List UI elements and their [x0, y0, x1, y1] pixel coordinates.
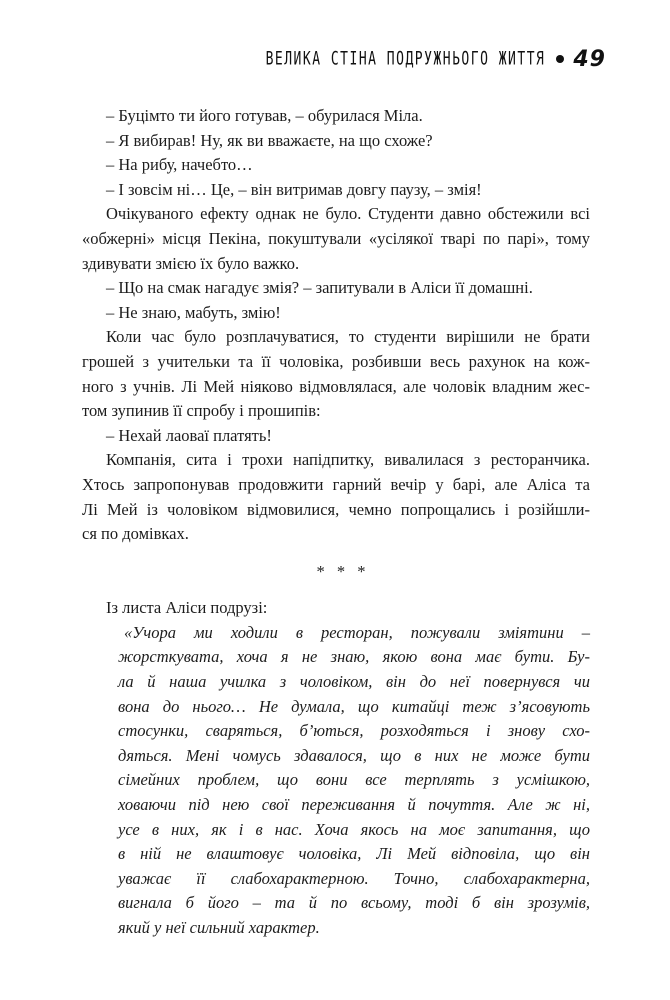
section-separator: * * * — [316, 561, 370, 581]
paragraph-line: Компанія, сита і трохи напідпитку, вивалилася з ресторанчика. — [106, 450, 590, 470]
letter-line: дяться. Мені чомусь здавалося, що в них не може бути — [118, 745, 590, 765]
letter-line: жорсткувата, хоча я не знаю, якою вона має бути. Бу- — [118, 647, 590, 667]
letter-intro: Із листа Аліси подрузі: — [106, 598, 268, 618]
paragraph-line: здивувати змією їх було важко. — [82, 253, 300, 273]
letter-line: ховаючи під нею свої переживання й почуття. Але ж ні, — [118, 795, 590, 815]
dialogue-line: – Нехай лаоваї платять! — [106, 425, 272, 445]
paragraph-line: том зупинив її спробу і прошипів: — [82, 401, 321, 421]
running-head — [0, 44, 606, 74]
paragraph-line: Коли час було розплачуватися, то студенти вирішили не брати — [106, 327, 590, 347]
dialogue-line: – Буцімто ти його готував, – обурилася Міла. — [106, 106, 423, 125]
paragraph-line: ся по домівках. — [82, 524, 189, 544]
paragraph-line: Хтось запропонував продовжити гарний вечір у барі, але Аліса та — [82, 474, 590, 494]
dialogue-line: – Що на смак нагадує змія? – запитували в Аліси її домашні. — [106, 278, 533, 298]
letter-line: сімейних проблем, що вони все терплять з усмішкою, — [118, 770, 590, 790]
paragraph-line: «обжерні» місця Пекіна, покуштували «усілякої тварі по парі», тому — [82, 228, 590, 248]
letter-line: стосунки, сваряться, б’ються, розходяться і знову схо- — [118, 721, 590, 741]
letter-line: який у неї сильний характер. — [118, 918, 320, 937]
paragraph-line: Очікуваного ефекту однак не було. Студенти давно обстежили всі — [106, 204, 590, 224]
bullet-dot-icon — [556, 55, 564, 63]
dialogue-line: – І зовсім ні… Це, – він витримав довгу паузу, – змія! — [106, 179, 482, 199]
paragraph-line: ного з учнів. Лі Мей ніяково відмовлялася, але чоловік владним жес- — [82, 376, 590, 396]
letter-line: уважає її слабохарактерною. Точно, слабохарактерна, — [118, 868, 590, 888]
letter-line: в ній не влаштовує чоловіка, Лі Мей відповіла, що він — [118, 844, 590, 864]
paragraph-line: Лі Мей із чоловіком відмовилися, чемно попрощались і розійшли- — [82, 499, 590, 519]
page-number: 49 — [573, 46, 606, 72]
letter-line: вона до нього… Не думала, що китайці теж з’ясовують — [118, 696, 590, 716]
letter-line: вигнала б його – та й по всьому, тоді б він зрозумів, — [118, 893, 590, 913]
page-body — [82, 104, 590, 941]
paragraph-line: грошей з учительки та її чоловіка, розбивши весь рахунок на кож- — [82, 351, 590, 371]
running-title: ВЕЛИКА СТІНА ПОДРУЖНЬОГО ЖИТТЯ — [265, 48, 546, 70]
letter-line: усе в них, як і в нас. Хоча якось на моє запитання, що — [118, 819, 590, 839]
letter-line: «Учора ми ходили в ресторан, пожували зміятини – — [124, 622, 590, 642]
dialogue-line: – Я вибирав! Ну, як ви вважаєте, на що схоже? — [106, 130, 433, 150]
dialogue-line: – Не знаю, мабуть, змію! — [106, 302, 281, 322]
letter-line: ла й наша училка з чоловіком, він до неї повернувся чи — [118, 672, 590, 692]
dialogue-line: – На рибу, начебто… — [106, 155, 253, 175]
